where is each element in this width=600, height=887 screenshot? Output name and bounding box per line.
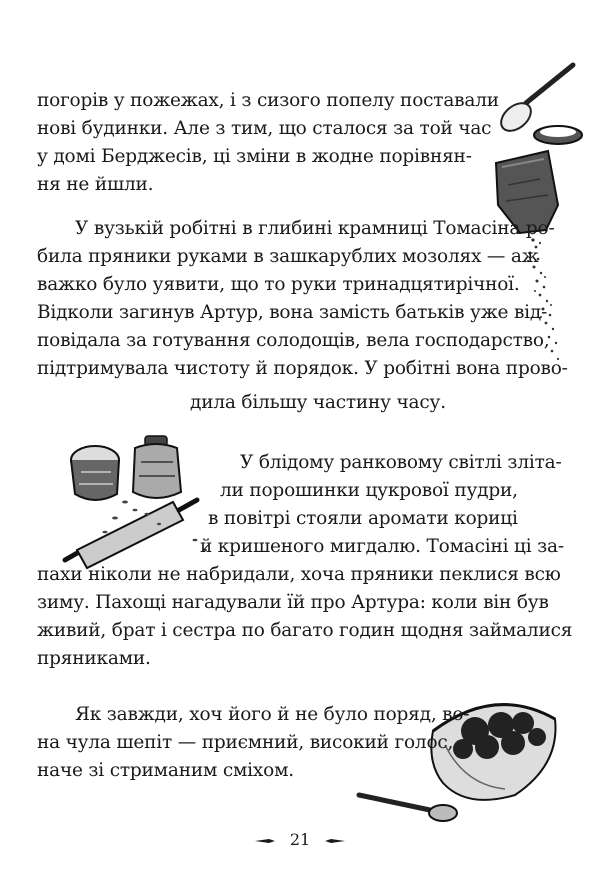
text-line: Як завжди, хоч його й не було поряд, во-	[75, 704, 470, 725]
text-line: важко було уявити, що то руки тринадцятирічної.	[37, 274, 520, 295]
text-line: дила більшу частину часу.	[190, 392, 446, 413]
text-line: повідала за готування солодощів, вела господарство,	[37, 330, 550, 351]
text-line: пахи ніколи не набридали, хоча пряники пеклися всю	[37, 564, 561, 585]
text-line: погорів у пожежах, і з сизого попелу поставали	[37, 90, 499, 111]
spice-tin-icon	[71, 446, 119, 500]
page-number-footer	[0, 830, 600, 849]
text-line: У вузькій робітні в глибині крамниці Томасіна ро-	[75, 218, 555, 239]
text-line: на чула шепіт — приємний, високий голос,	[37, 732, 454, 753]
ornament-right-icon	[325, 838, 345, 844]
wooden-spoon-icon	[359, 795, 457, 821]
text-line: била пряники руками в зашкарублих мозолях — аж	[37, 246, 539, 267]
page-number: 21	[289, 830, 311, 849]
text-line: Відколи загинув Артур, вона замість батьків уже від-	[37, 302, 548, 323]
text-line: живий, брат і сестра по багато годин щодня займалися	[37, 620, 573, 641]
text-line: зиму. Пахощі нагадували їй про Артура: коли він був	[37, 592, 549, 613]
text-line: у домі Берджесів, ці зміни в жодне порівнян-	[37, 146, 472, 167]
text-line: ня не йшли.	[37, 174, 154, 195]
text-line: ли порошинки цукрової пудри,	[220, 480, 518, 501]
text-line: пряниками.	[37, 648, 151, 669]
jar-and-rolling-pin-illustration	[55, 432, 215, 572]
text-line: підтримувала чистоту й порядок. У робітні вона прово-	[37, 358, 568, 379]
rolling-pin-icon	[65, 500, 197, 568]
text-line: У блідому ранковому світлі зліта-	[240, 452, 562, 473]
text-line: наче зі стриманим сміхом.	[37, 760, 294, 781]
ornament-left-icon	[255, 838, 275, 844]
text-line: в повітрі стояли аромати кориці	[208, 508, 518, 529]
glass-jar-icon	[133, 436, 181, 498]
cookie-cutter-icon	[534, 126, 582, 144]
text-line: нові будинки. Але з тим, що сталося за той час	[37, 118, 492, 139]
text-line: й кришеного мигдалю. Томасіні ці за-	[200, 536, 564, 557]
